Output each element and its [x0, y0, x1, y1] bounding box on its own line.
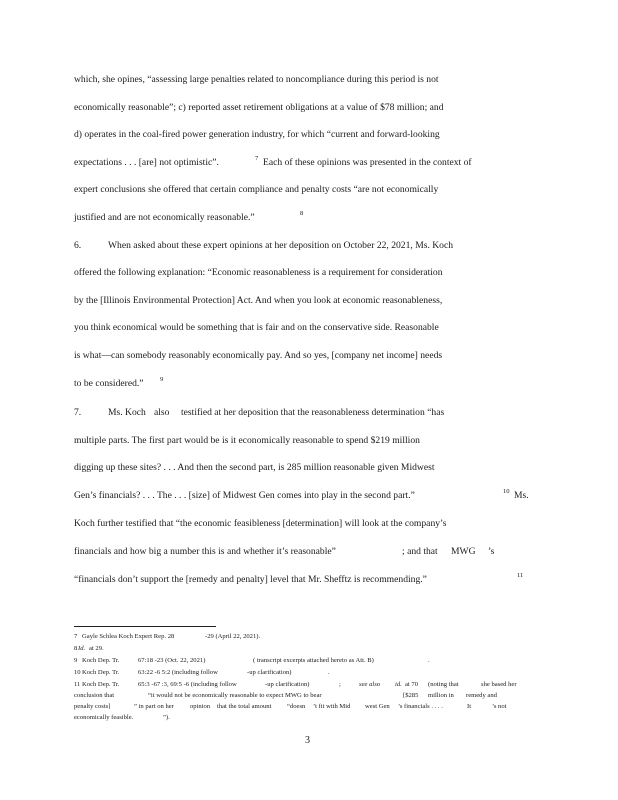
footnote-11-text-u: It	[467, 703, 472, 710]
footnote-10-text-a: Koch Dep. Tr.	[82, 669, 120, 676]
footnote-8-text-b: at 29.	[89, 645, 104, 652]
paragraph-number-7: 7.	[74, 407, 82, 418]
body-line-18d: ’s	[488, 546, 495, 557]
footnote-11-text-a: Koch Dep. Tr.	[82, 681, 120, 688]
body-line-7: When asked about these expert opinions at her deposition on October 22, 2021, Ms. Koch	[108, 240, 454, 251]
footnote-7-number: 7	[74, 633, 78, 640]
footnote-9-text-b: 67:18 -23 (Oct. 22, 2021)	[138, 657, 206, 664]
footnote-7-text-a: Gayle Schlea Koch Expert Rep. 28	[82, 633, 175, 640]
footnote-11-see-also	[359, 681, 380, 689]
footnote-11-text-c: -up clarification)	[265, 681, 310, 688]
footnote-8-text-a	[78, 645, 85, 653]
footnote-8-id: Id.	[78, 645, 86, 652]
footnote-10-text-d: .	[328, 669, 330, 676]
footnote-11-number: 11	[74, 681, 81, 688]
body-line-11: is what—can somebody reasonably economically pay. And so yes, [company net income] needs	[74, 350, 443, 361]
footnote-9-text-d: .	[428, 657, 430, 664]
body-line-17: Koch further testified that “the economic feasibleness [determination] will look at the company’s	[74, 518, 447, 529]
body-line-10: you think economical would be something that is fair and on the conservative side. Reasonable	[74, 322, 439, 333]
footnote-ref-9: 9	[160, 376, 164, 383]
footnote-11-text-j: [$285	[403, 692, 419, 699]
page-number: 3	[305, 735, 310, 746]
footnote-11-text-b: 65:3 -67 :3, 69:5 -6 (including follow	[138, 681, 237, 688]
body-line-3: d) operates in the coal-fired power generation industry, for which “current and forward-looking	[74, 129, 440, 140]
footnote-11-text-r: ’t fit with Mid	[313, 703, 351, 710]
footnote-11-text-v: ’s not	[492, 703, 507, 710]
footnote-11-id-text: id.	[395, 681, 402, 688]
footnote-11-text-w: economically feasible.	[74, 714, 134, 721]
body-line-18c: MWG	[451, 546, 476, 557]
footnote-11-text-k: million in	[428, 692, 454, 699]
footnote-11-text-m: penalty costs]	[74, 703, 111, 710]
footnote-11-text-h: conclusion that	[74, 692, 115, 699]
body-line-12a: to be considered.”	[74, 378, 144, 389]
body-line-16a: Gen’s financials? . . . The . . . [size] of Midwest Gen comes into play in the second part.”	[74, 490, 415, 501]
body-line-18b: ; and that	[402, 546, 438, 557]
body-line-19a: “financials don’t support the [remedy and penalty] level that Mr. Shefftz is recommending.”	[74, 574, 427, 585]
body-line-9: by the [Illinois Environmental Protection] Act. And when you look at economic reasonableness,	[74, 295, 443, 306]
footnote-7-text-b: -29 (April 22, 2021).	[205, 633, 261, 640]
body-line-14: multiple parts. The first part would be is it economically reasonable to spend $219 million	[74, 435, 420, 446]
footnote-8-number: 8	[74, 645, 78, 652]
body-line-5: expert conclusions she offered that certain compliance and penalty costs “are not economically	[74, 184, 439, 195]
footnote-11-text-t: ’s financials . . . .	[398, 703, 443, 710]
footnote-11-text-o: opinion	[190, 703, 211, 710]
body-line-4b: Each of these opinions was presented in the context of	[263, 157, 472, 168]
body-line-6a: justified and are not economically reasonable.”	[74, 212, 255, 223]
footnote-11-text-q: “doesn	[287, 703, 306, 710]
footnote-10-text-b: 63:22 -6 5:2 (including follow	[138, 669, 218, 676]
footnote-10-text-c: -up clarification)	[247, 669, 292, 676]
footnote-separator	[74, 626, 216, 627]
footnote-9-text-c: ( transcript excerpts attached hereto as Att. B)	[253, 657, 374, 664]
body-line-13b: also	[154, 407, 170, 418]
footnote-ref-11: 11	[517, 572, 524, 579]
footnote-11-text-d: ;	[339, 681, 341, 688]
footnote-9-text-a: Koch Dep. Tr.	[82, 657, 120, 664]
footnote-ref-10: 10	[503, 488, 510, 495]
footnote-11-text-l: remedy and	[466, 692, 497, 699]
footnote-ref-7: 7	[255, 155, 259, 162]
footnote-11-text-p: that the total amount	[217, 703, 272, 710]
footnote-11-text-i: “it would not be economically reasonable to expect MWG to bear	[148, 692, 322, 699]
body-line-18a: financials and how big a number this is and whether it’s reasonable”	[74, 546, 336, 557]
footnote-11-see-also-text: see also	[359, 681, 381, 688]
body-line-2: economically reasonable”; c) reported asset retirement obligations at a value of $78 million; and	[74, 102, 444, 113]
paragraph-number-6: 6.	[74, 240, 82, 251]
body-line-13a: Ms. Koch	[108, 407, 146, 418]
body-line-15: digging up these sites? . . . And then the second part, is 285 million reasonable given Midwest	[74, 462, 435, 473]
footnote-10-number: 10	[74, 669, 81, 676]
footnote-11-text-e: at 70	[405, 681, 419, 688]
body-line-1: which, she opines, “assessing large penalties related to noncompliance during this period is not	[74, 74, 439, 85]
footnote-11-text-f: (noting that	[428, 681, 459, 688]
body-line-8: offered the following explanation: “Economic reasonableness is a requirement for consideration	[74, 267, 443, 278]
body-line-13c: testified at her deposition that the reasonableness determination “has	[181, 407, 445, 418]
footnote-9-number: 9	[74, 657, 78, 664]
footnote-11-text-s: west Gen	[365, 703, 390, 710]
footnote-11-text-x: ”).	[163, 714, 170, 721]
footnote-11-text-g: she based her	[481, 681, 517, 688]
footnote-11-id	[395, 681, 402, 689]
body-line-16b: Ms.	[514, 490, 529, 501]
footnote-11-text-n: ” in part on her	[134, 703, 174, 710]
body-line-4a: expectations . . . [are] not optimistic”.	[74, 157, 219, 168]
footnote-ref-8: 8	[300, 210, 304, 217]
